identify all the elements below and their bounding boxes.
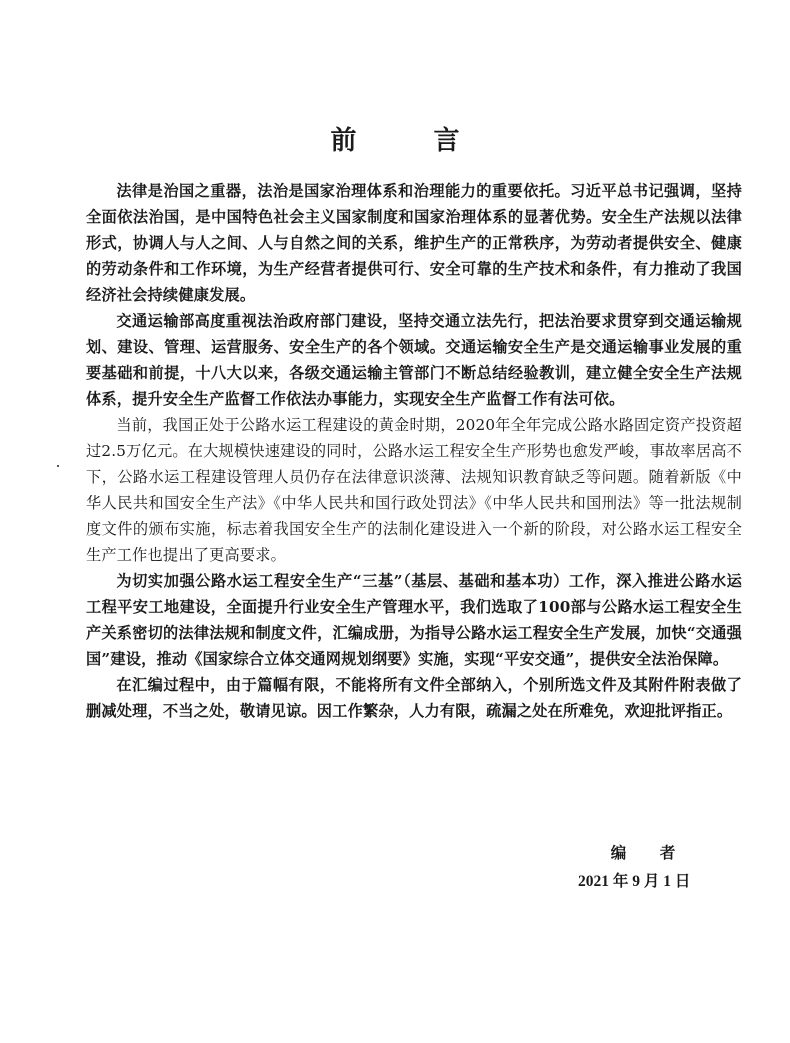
paragraph-3: 当前，我国正处于公路水运工程建设的黄金时期，2020年全年完成公路水路固定资产投资超过2.5万亿元。在大规模快速建设的同时，公路水运工程安全生产形势也愈发严峻，事故率居高不下，公路水运工程建设管理人员仍存在法律意识淡薄、法规知识教育缺乏等问题。随着新版《中华人民共和国安全生产法》《中华人民共和国行政处罚法》《中华人民共和国刑法》等一批法规制度文件的颁布实施，标志着我国安全生产的法制化建设进入一个新的阶段，对公路水运工程安全生产工作也提出了更高要求。 (86, 416, 742, 564)
signature-block (560, 841, 720, 891)
page-title: 前 言 (330, 126, 494, 156)
paragraph-2: 交通运输部高度重视法治政府部门建设，坚持交通立法先行，把法治要求贯穿到交通运输规划、建设、管理、运营服务、安全生产的各个领域。交通运输安全生产是交通运输事业发展的重要基础和前提，十八大以来，各级交通运输主管部门不断总结经验教训，建立健全安全生产法规体系，提升安全生产监督工作依法办事能力，实现安全生产监督工作有法可依。 (86, 312, 742, 408)
paragraph-1: 法律是治国之重器，法治是国家治理体系和治理能力的重要依托。习近平总书记强调，坚持全面依法治国，是中国特色社会主义国家制度和国家治理体系的显著优势。安全生产法规以法律形式，协调人与人之间、人与自然之间的关系，维护生产的正常秩序，为劳动者提供安全、健康的劳动条件和工作环境，为生产经营者提供可行、安全可靠的生产技术和条件，有力推动了我国经济社会持续健康发展。 (86, 182, 742, 304)
scan-speck (57, 465, 59, 467)
editor-signature: 编 者 (610, 843, 690, 862)
paragraph-4: 为切实加强公路水运工程安全生产“三基”（基层、基础和基本功）工作，深入推进公路水运工程平安工地建设，全面提升行业安全生产管理水平，我们选取了100部与公路水运工程安全生产关系密切的法律法规和制度文件，汇编成册，为指导公路水运工程安全生产发展，加快“交通强国”建设，推动《国家综合立体交通网规划纲要》实施，实现“平安交通”，提供安全法治保障。 (86, 572, 742, 668)
paragraph-5: 在汇编过程中，由于篇幅有限，不能将所有文件全部纳入，个别所选文件及其附件附表做了删减处理，不当之处，敬请见谅。因工作繁杂，人力有限，疏漏之处在所难免，欢迎批评指正。 (86, 676, 742, 720)
body-text (86, 178, 742, 724)
signature-date: 2021 年 9 月 1 日 (578, 873, 691, 890)
